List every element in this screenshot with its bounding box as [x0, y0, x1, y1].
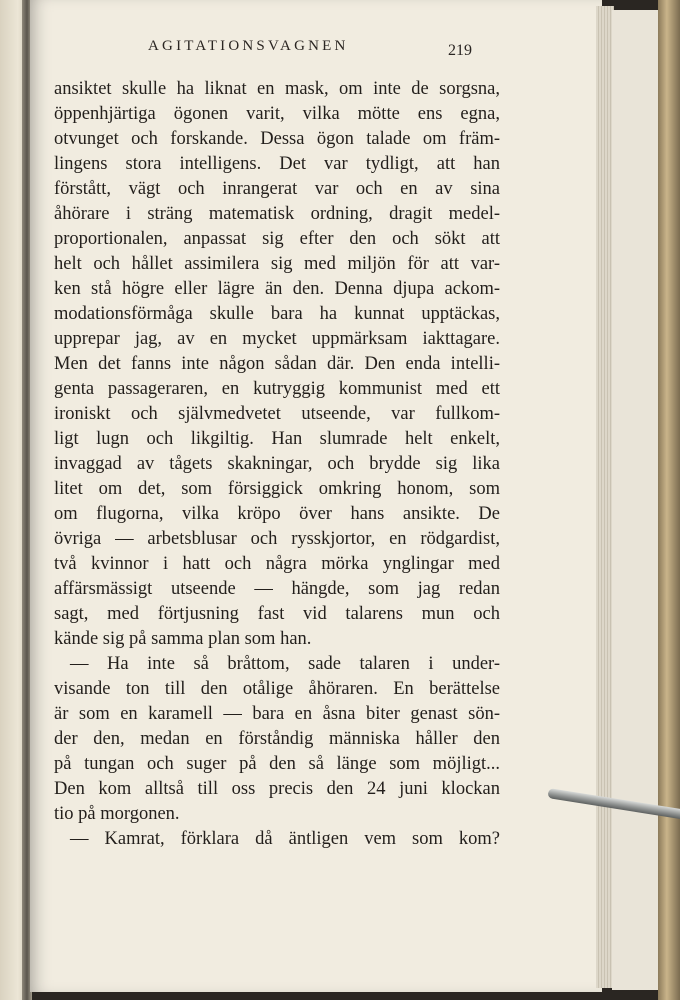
- page-header: [30, 38, 602, 62]
- text-line: litet om det, som försiggick omkring honom, som: [54, 479, 500, 499]
- text-line: visande ton till den otålige åhöraren. En berättelse: [54, 679, 500, 699]
- text-line: genta passageraren, en kutryggig kommunist med ett: [54, 379, 500, 399]
- text-line: Men det fanns inte någon sådan där. Den enda intelli-: [54, 354, 500, 374]
- text-line: sagt, med förtjusning fast vid talarens mun och: [54, 604, 500, 624]
- text-line: der den, medan en förståndig människa håller den: [54, 729, 500, 749]
- text-line: ligt lugn och likgiltig. Han slumrade helt enkelt,: [54, 429, 500, 449]
- cover-edge: [658, 0, 680, 1000]
- text-line: upprepar jag, av en mycket uppmärksam iakttagare.: [54, 329, 500, 349]
- text-line: på tungan och suger på den så länge som möjligt...: [54, 754, 500, 774]
- page-number: 219: [448, 42, 472, 59]
- text-line: åhörare i sträng matematisk ordning, dragit medel-: [54, 204, 500, 224]
- text-line: ansiktet skulle ha liknat en mask, om inte de sorgsna,: [54, 79, 500, 99]
- running-head: AGITATIONSVAGNEN: [148, 38, 349, 54]
- text-line: proportionalen, anpassat sig efter den och sökt att: [54, 229, 500, 249]
- text-line: otvunget och forskande. Dessa ögon talade om främ-: [54, 129, 500, 149]
- text-line: kände sig på samma plan som han.: [54, 629, 312, 649]
- text-line: tio på morgonen.: [54, 804, 180, 824]
- text-line: modationsförmåga skulle bara ha kunnat upptäckas,: [54, 304, 500, 324]
- text-line: ironiskt och självmedvetet utseende, var fullkom-: [54, 404, 500, 424]
- body-text: [54, 77, 500, 852]
- text-line: är som en karamell — bara en åsna biter genast sön-: [54, 704, 500, 724]
- text-line: övriga — arbetsblusar och rysskjortor, en rödgardist,: [54, 529, 500, 549]
- text-line: lingens stora intelligens. Det var tydligt, att han: [54, 154, 500, 174]
- text-line: — Ha inte så bråttom, sade talaren i under-: [70, 654, 500, 674]
- text-line: helt och hållet assimilera sig med miljön för att var-: [54, 254, 500, 274]
- text-line: Den kom alltså till oss precis den 24 juni klockan: [54, 779, 500, 799]
- text-line: affärsmässigt utseende — hängde, som jag redan: [54, 579, 500, 599]
- text-line: två kvinnor i hatt och några mörka ynglingar med: [54, 554, 500, 574]
- text-line: — Kamrat, förklara då äntligen vem som kom?: [70, 829, 500, 849]
- text-line: förstått, vägt och inrangerat var och en av sina: [54, 179, 500, 199]
- text-line: öppenhjärtiga ögonen varit, vilka mötte ens egna,: [54, 104, 500, 124]
- text-line: ken stå högre eller lägre än den. Denna djupa ackom-: [54, 279, 500, 299]
- text-line: om flugorna, vilka kröpo över hans ansikte. De: [54, 504, 500, 524]
- text-line: invaggad av tågets skakningar, och brydde sig lika: [54, 454, 500, 474]
- back-cover-inner: [612, 10, 660, 990]
